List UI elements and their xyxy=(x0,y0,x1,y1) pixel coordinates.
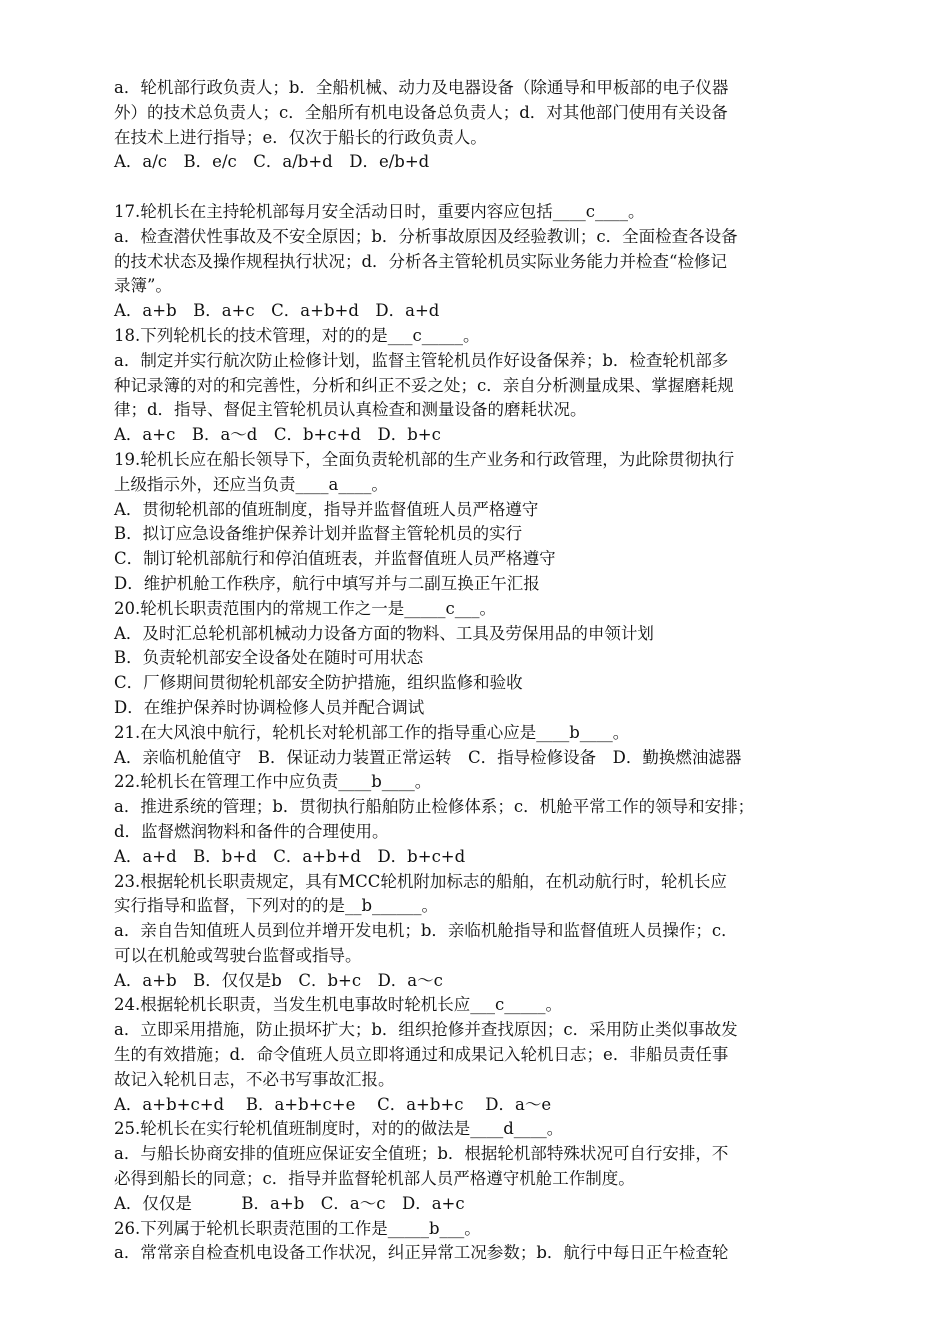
text-line: 20.轮机长职责范围内的常规工作之一是_____c___。 xyxy=(114,598,496,618)
text-line: D．维护机舱工作秩序，航行中填写并与二副互换正午汇报 xyxy=(114,573,540,593)
text-line: a．制定并实行航次防止检修计划，监督主管轮机员作好设备保养；b．检查轮机部多 xyxy=(114,350,729,370)
text-line: 实行指导和监督，下列对的的是__b______。 xyxy=(114,896,439,916)
text-line: a．立即采用措施，防止损坏扩大；b．组织抢修并查找原因；c．采用防止类似事故发 xyxy=(114,1020,738,1040)
text-line: 可以在机舱或驾驶台监督或指导。 xyxy=(114,945,362,965)
text-line: 22.轮机长在管理工作中应负责____b____。 xyxy=(114,772,432,792)
text-line: 上级指示外，还应当负责____a____。 xyxy=(114,474,388,494)
text-line: 26.下列属于轮机长职责范围的工作是_____b___。 xyxy=(114,1218,481,1238)
text-line: a．亲自告知值班人员到位并增开发电机；b．亲临机舱指导和监督值班人员操作；c． xyxy=(114,921,738,941)
text-line: A．a+b B．仅仅是b C．b+c D．a～c xyxy=(114,970,443,990)
text-line: A．仅仅是 B．a+b C．a～c D．a+c xyxy=(114,1193,465,1213)
text-line: a．检查潜伏性事故及不安全原因；b．分析事故原因及经验教训；c．全面检查各设备 xyxy=(114,226,738,246)
text-line: 25.轮机长在实行轮机值班制度时，对的的做法是____d____。 xyxy=(114,1119,564,1139)
text-line: 外）的技术总负责人；c．全船所有机电设备总负责人；d．对其他部门使用有关设备 xyxy=(114,102,728,122)
text-line: a．轮机部行政负责人；b．全船机械、动力及电器设备（除通导和甲板部的电子仪器 xyxy=(114,78,729,97)
text-line: 录簿”。 xyxy=(114,276,172,296)
text-line: A．a+b B．a+c C．a+b+d D．a+d xyxy=(114,301,440,321)
blank-line xyxy=(114,175,844,200)
text-line: a．与船长协商安排的值班应保证安全值班；b．根据轮机部特殊状况可自行安排，不 xyxy=(114,1144,729,1164)
text-line: 在技术上进行指导；e．仅次于船长的行政负责人。 xyxy=(114,127,487,147)
text-line: A．亲临机舱值守 B．保证动力装置正常运转 C．指导检修设备 D．勤换燃油滤器 xyxy=(114,747,742,767)
text-line: A．a/c B．e/c C．a/b+d D．e/b+d xyxy=(114,152,430,172)
text-line: B．拟订应急设备维护保养计划并监督主管轮机员的实行 xyxy=(114,524,523,544)
text-line: 17.轮机长在主持轮机部每月安全活动日时，重要内容应包括____c____。 xyxy=(114,201,645,221)
text-line: C．制订轮机部航行和停泊值班表，并监督值班人员严格遵守 xyxy=(114,549,556,569)
text-line: D．在维护保养时协调检修人员并配合调试 xyxy=(114,697,425,717)
text-line: 必得到船长的同意；c．指导并监督轮机部人员严格遵守机舱工作制度。 xyxy=(114,1169,635,1189)
text-line: 律；d．指导、督促主管轮机员认真检查和测量设备的磨耗状况。 xyxy=(114,400,587,420)
text-line: A．a+d B．b+d C．a+b+d D．b+c+d xyxy=(114,846,466,866)
text-line: A．a+b+c+d B．a+b+c+e C．a+b+c D．a～e xyxy=(114,1094,552,1114)
text-line: 18.下列轮机长的技术管理，对的的是___c_____。 xyxy=(114,325,480,345)
text-line: B．负责轮机部安全设备处在随时可用状态 xyxy=(114,648,424,668)
document-page xyxy=(114,76,844,1266)
text-line: 故记入轮机日志，不必书写事故汇报。 xyxy=(114,1069,395,1089)
text-line: 21.在大风浪中航行，轮机长对轮机部工作的指导重心应是____b____。 xyxy=(114,722,630,742)
text-line: a．推进系统的管理；b．贯彻执行船舶防止检修体系；c．机舱平常工作的领导和安排； xyxy=(114,797,755,817)
text-line: A．贯彻轮机部的值班制度，指导并监督值班人员严格遵守 xyxy=(114,499,539,519)
text-line: 24.根据轮机长职责，当发生机电事故时轮机长应___c_____。 xyxy=(114,995,562,1015)
text-line: A．及时汇总轮机部机械动力设备方面的物料、工具及劳保用品的申领计划 xyxy=(114,623,654,643)
text-line: d．监督燃润物料和备件的合理使用。 xyxy=(114,821,389,841)
text-line: 种记录簿的对的和完善性，分析和纠正不妥之处；c．亲自分析测量成果、掌握磨耗规 xyxy=(114,375,734,395)
text-line: a．常常亲自检查机电设备工作状况，纠正异常工况参数；b．航行中每日正午检查轮 xyxy=(114,1243,729,1263)
text-line: 生的有效措施；d．命令值班人员立即将通过和成果记入轮机日志；e．非船员责任事 xyxy=(114,1045,729,1065)
text-line: A．a+c B．a～d C．b+c+d D．b+c xyxy=(114,425,441,445)
text-line: 的技术状态及操作规程执行状况；d．分析各主管轮机员实际业务能力并检查“检修记 xyxy=(114,251,727,271)
text-line: 23.根据轮机长职责规定，具有MCC轮机附加标志的船舶，在机动航行时，轮机长应 xyxy=(114,871,727,891)
text-line: 19.轮机长应在船长领导下，全面负责轮机部的生产业务和行政管理，为此除贯彻执行 xyxy=(114,449,735,469)
text-line: C．厂修期间贯彻轮机部安全防护措施，组织监修和验收 xyxy=(114,673,523,693)
